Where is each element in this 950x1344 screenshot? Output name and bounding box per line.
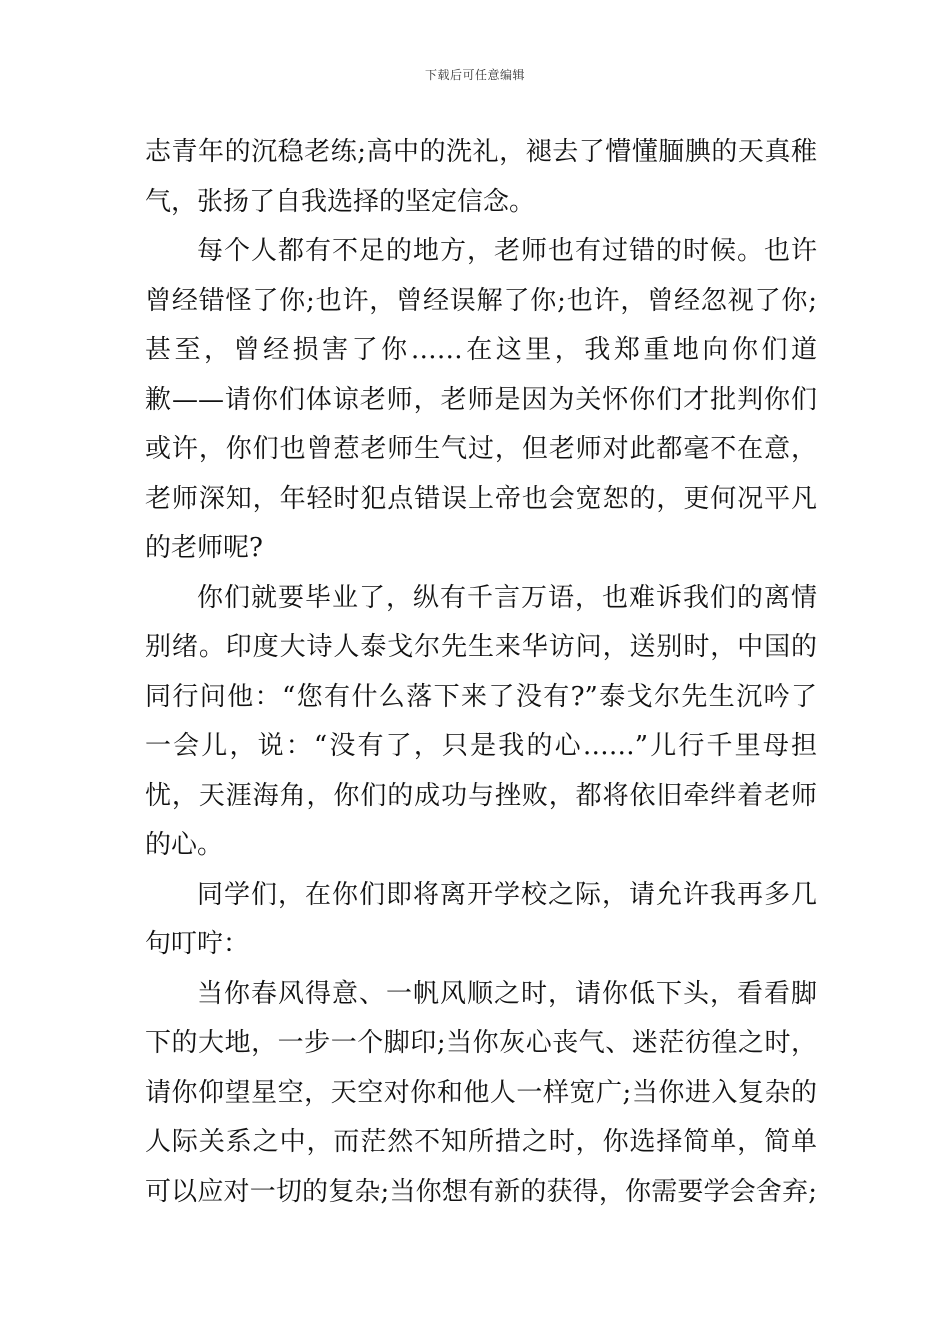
text-line: 请你仰望星空，天空对你和他人一样宽广;当你进入复杂的 bbox=[145, 1077, 817, 1108]
page-header: 下载后可任意编辑 bbox=[424, 68, 525, 82]
text-line: 当你春风得意、一帆风顺之时，请你低下头，看看脚 bbox=[197, 978, 817, 1009]
text-line: 你们就要毕业了，纵有千言万语，也难诉我们的离情 bbox=[197, 582, 817, 613]
text-line: 人际关系之中，而茫然不知所措之时，你选择简单，简单 bbox=[145, 1127, 817, 1157]
text-line: 忧，天涯海角，你们的成功与挫败，都将依旧牵绊着老师 bbox=[145, 780, 817, 811]
text-line: 的老师呢? bbox=[145, 533, 263, 563]
text-line: 的心。 bbox=[145, 830, 224, 860]
text-line: 同学们，在你们即将离开学校之际，请允许我再多几 bbox=[197, 879, 817, 910]
text-line: 同行问他：“您有什么落下来了没有?”泰戈尔先生沉吟了 bbox=[145, 681, 817, 712]
text-line: 歉——请你们体谅老师，老师是因为关怀你们才批判你们 bbox=[145, 384, 817, 415]
text-line: 别绪。印度大诗人泰戈尔先生来华访问，送别时，中国的 bbox=[145, 632, 817, 662]
document-body bbox=[145, 128, 817, 1217]
text-line: 甚至，曾经损害了你……在这里，我郑重地向你们道 bbox=[145, 335, 817, 365]
text-line: 一会儿，说：“没有了，只是我的心……”儿行千里母担 bbox=[145, 731, 817, 761]
text-line: 可以应对一切的复杂;当你想有新的获得，你需要学会舍弃; bbox=[145, 1176, 817, 1207]
text-line: 曾经错怪了你;也许，曾经误解了你;也许，曾经忽视了你; bbox=[145, 285, 817, 316]
text-line: 句叮咛： bbox=[145, 929, 250, 959]
text-line: 下的大地，一步一个脚印;当你灰心丧气、迷茫彷徨之时， bbox=[145, 1028, 817, 1058]
text-line: 每个人都有不足的地方，老师也有过错的时候。也许 bbox=[197, 236, 817, 266]
text-line: 或许，你们也曾惹老师生气过，但老师对此都毫不在意， bbox=[145, 434, 817, 464]
text-line: 志青年的沉稳老练;高中的洗礼，褪去了懵懂腼腆的天真稚 bbox=[145, 137, 817, 167]
text-line: 老师深知，年轻时犯点错误上帝也会宽恕的，更何况平凡 bbox=[145, 483, 817, 514]
text-line: 气，张扬了自我选择的坚定信念。 bbox=[145, 186, 536, 217]
